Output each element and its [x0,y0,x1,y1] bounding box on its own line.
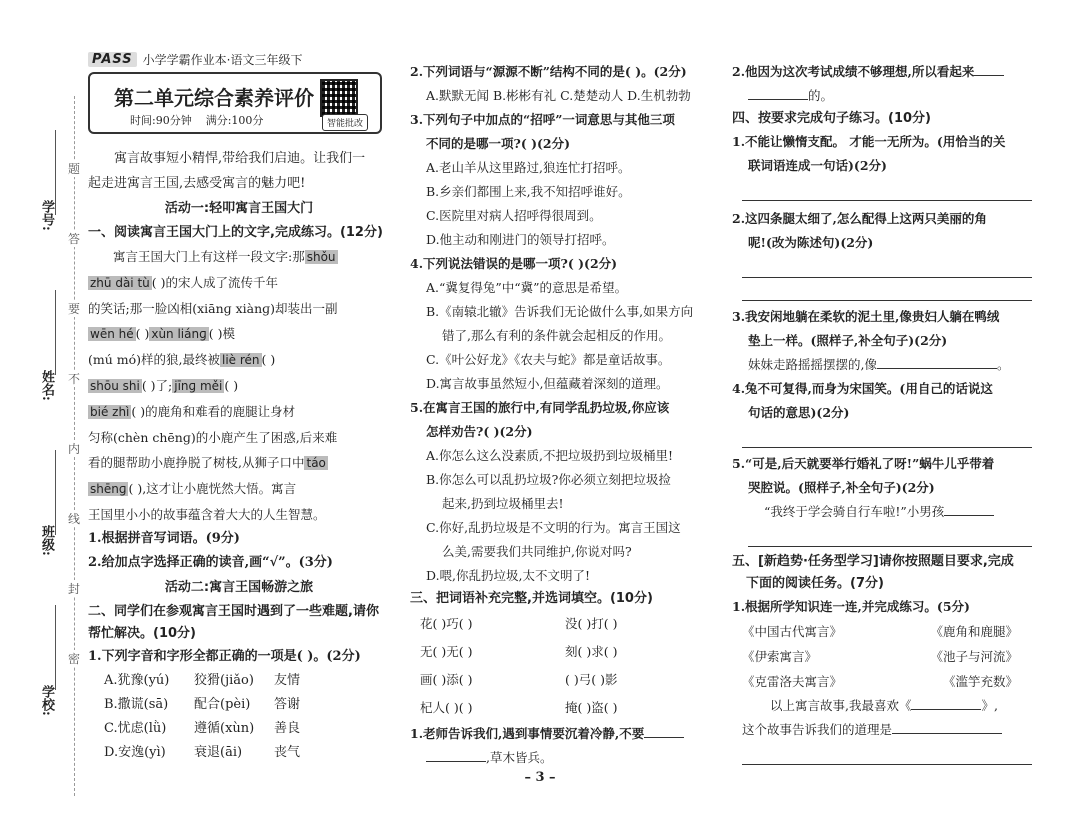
section-heading: 二、同学们在参观寓言王国时遇到了一些难题,请你帮忙解决。(10分) [88,604,379,641]
answer-line[interactable] [742,425,1032,448]
question-cont: 联词语连成一句话)(2分) [748,158,887,173]
option-text: 丧气 [274,745,301,760]
sentence-fill-cont [410,746,710,770]
idiom-blank[interactable]: 杞人( )( ) [420,700,473,715]
seal-char: 内 [68,442,81,456]
answer-line[interactable] [892,719,1002,734]
answer-line[interactable] [748,524,1032,547]
answer-line[interactable] [944,501,994,516]
seal-char: 题 [68,162,81,176]
lesson-fill [732,718,1032,742]
option-c[interactable]: C.医院里对病人招呼得很周到。 [426,208,602,223]
option-row[interactable]: A.默默无闻 B.彬彬有礼 C.楚楚动人 D.生机勃勃 [426,88,691,103]
option-d[interactable]: D.他主动和刚进门的领导打招呼。 [426,232,615,247]
qr-code-icon[interactable] [320,79,358,117]
idiom-blank[interactable]: 花( )巧( ) [420,616,473,631]
pinyin: xùn liánɡ [151,327,207,341]
question: 5.在寓言王国的旅行中,有同学乱扔垃圾,你应该 [410,400,670,415]
page-title: 第二单元综合素养评价 [114,86,314,110]
student-id-line [55,130,56,215]
class-label: 班级: [39,525,54,556]
option-c[interactable]: C.你好,乱扔垃圾是不文明的行为。寓言王国这 [426,520,681,535]
question: 2.这四条腿太细了,怎么配得上这两只美丽的角 [732,211,987,226]
passage-text: ( )的鹿角和难看的鹿腿让身材 [131,404,296,419]
question: 4.兔不可复得,而身为宋国笑。(用自己的话说这 [732,381,993,396]
match-right[interactable]: 《池子与河流》 [930,649,1018,664]
sentence-text: “我终于学会骑自行车啦!”小男孩 [764,504,945,519]
pinyin: zhū dài tù [90,276,150,290]
school-label: 学校: [39,685,54,716]
seal-char: 答 [68,232,81,246]
option-b[interactable]: B.《南辕北辙》告诉我们无论做什么事,如果方向 [426,304,694,319]
passage-text: ( )的宋人成了流传千年 [151,275,278,290]
idiom-blank[interactable]: 掩( )盗( ) [565,700,618,715]
sentence-text: ,草木皆兵。 [486,750,553,765]
smart-grading-label: 智能批改 [322,114,368,131]
option-row[interactable] [88,717,390,741]
idiom-row[interactable] [410,638,710,666]
passage-text: (mú mó)样的狼,最终被 [88,352,220,367]
answer-blank[interactable]: ( )模 [208,326,235,341]
sentence-fill [410,722,710,746]
seal-char: 要 [68,302,81,316]
passage-text: 的笑话;那一脸凶相(xiānɡ xiànɡ)却装出一副 [88,301,338,316]
answer-line[interactable] [974,61,1004,76]
option-text: 友情 [274,673,301,688]
option-b-cont: 起来,扔到垃圾桶里去! [442,496,564,511]
answer-blank[interactable]: ( ) [224,378,239,393]
answer-blank[interactable]: ( ) [135,326,150,341]
answer-line[interactable] [877,354,997,369]
idiom-blank[interactable]: 无( )无( ) [420,644,473,659]
option-text: C.忧虑(lǜ) [104,721,167,736]
sentence-text: 以上寓言故事,我最喜欢《 [770,698,912,713]
pinyin: shǒu [306,250,336,264]
answer-line[interactable] [748,85,808,100]
answer-line[interactable] [742,255,1032,278]
question-cont: 呢!(改为陈述句)(2分) [748,235,874,250]
match-row[interactable] [732,644,1032,669]
pinyin: shēnɡ [90,482,127,496]
option-text: B.撒谎(sā) [104,697,169,712]
column-2 [410,60,710,770]
pinyin: bié zhì [90,405,130,419]
sentence-text: 的。 [808,88,834,103]
option-a[interactable]: A.“冀复得兔”中“冀”的意思是希望。 [426,280,628,295]
pinyin: wēn hé [90,327,134,341]
match-left[interactable]: 《中国古代寓言》 [742,624,843,639]
question: 1.根据所学知识连一连,并完成练习。(5分) [732,599,970,614]
section-heading: 三、把词语补充完整,并选词填空。(10分) [410,591,653,606]
sentence-fill [732,60,1032,84]
match-left[interactable]: 《克雷洛夫寓言》 [742,674,843,689]
sentence-fill: 妹妹走路摇摇摆摆的,像 。 [732,353,1032,377]
option-a[interactable]: A.老山羊从这里路过,狼连忙打招呼。 [426,160,631,175]
idiom-row[interactable] [410,694,710,722]
idiom-row[interactable] [410,610,710,638]
page-number: – 3 – [524,770,556,785]
book-title: 小学学霸作业本·语文三年级下 [142,52,303,67]
question: 1.不能让懒惰支配。 才能一无所为。(用恰当的关 [732,134,1006,149]
passage-text: 王国里小小的故事蕴含着大大的人生智慧。 [88,507,326,522]
school-line [55,605,56,690]
column-3 [732,60,1032,765]
question: 1.根据拼音写词语。(9分) [88,531,240,546]
idiom-blank[interactable]: 画( )添( ) [420,672,473,687]
question: 5.“可是,后天就要举行婚礼了呀!”蜗牛儿乎带着 [732,456,995,471]
question: 3.下列句子中加点的“招呼”一词意思与其他三项 [410,112,675,127]
intro-text: 起走进寓言王国,去感受寓言的魅力吧! [88,176,306,191]
question-cont: 怎样劝告?( )(2分) [426,424,533,439]
sentence-fill-cont [732,84,1032,108]
exam-meta [130,112,263,128]
option-text: 遵循(xùn) [194,721,255,736]
brand-bar [88,50,390,68]
option-text: 狡猾(jiǎo) [194,673,254,688]
option-text: 善良 [274,721,301,736]
student-id-label: 学号: [39,200,54,231]
idiom-blank[interactable]: 刻( )求( ) [565,644,618,659]
column-1 [88,50,390,765]
section-heading: 一、阅读寓言王国大门上的文字,完成练习。(12分) [88,225,383,240]
activity-title: 活动二:寓言王国畅游之旅 [164,580,314,595]
passage-text: 寓言王国大门上有这样一段文字:那 [113,249,305,264]
favorite-fill [732,694,1032,718]
question: 2.下列词语与“源源不断”结构不同的是( )。(2分) [410,64,687,79]
time-limit: 时间:90分钟 [130,114,192,127]
passage-text: ( ),这才让小鹿恍然大悟。寓言 [128,481,297,496]
match-right[interactable]: 《鹿角和鹿腿》 [930,624,1018,639]
section-heading-cont: 下面的阅读任务。(7分) [746,576,884,591]
option-text: D.安逸(yì) [104,745,166,760]
section-heading: 五、[新趋势·任务型学习]请你按照题目要求,完成 [732,554,1014,569]
pinyin: liè rén [221,353,260,367]
answer-line[interactable] [742,178,1032,201]
name-line [55,290,56,375]
answer-blank[interactable]: ( )了; [141,378,173,393]
match-right[interactable]: 《滥竽充数》 [942,674,1018,689]
question-cont: 垫上一样。(照样子,补全句子)(2分) [748,333,948,348]
question: 2.给加点字选择正确的读音,画“√”。(3分) [88,555,333,570]
option-row[interactable] [88,693,390,717]
passage-text: 匀称(chèn chēnɡ)的小鹿产生了困惑,后来难 [88,430,338,445]
question-cont: 不同的是哪一项?( )(2分) [426,136,571,151]
match-row[interactable] [732,619,1032,644]
pinyin: shōu shi [90,379,140,393]
question-cont: 句话的意思)(2分) [748,405,850,420]
sentence-text: 》, [981,698,998,713]
option-d[interactable]: D.寓言故事虽然短小,但蕴藏着深刻的道理。 [426,376,669,391]
full-score: 满分:100分 [205,114,264,127]
sentence-fill [732,500,1032,524]
option-c[interactable]: C.《叶公好龙》《农夫与蛇》都是童话故事。 [426,352,671,367]
option-b-cont: 错了,那么有利的条件就会起相反的作用。 [442,328,671,343]
seal-char: 密 [68,652,81,666]
pass-logo: PASS [88,52,137,67]
option-text: A.犹豫(yú) [104,673,170,688]
idiom-blank[interactable]: ( )弓( )影 [565,672,618,687]
passage [88,244,390,527]
option-b[interactable]: B.乡亲们都围上来,我不知招呼谁好。 [426,184,631,199]
option-text: 配合(pèi) [194,697,251,712]
intro-text: 寓言故事短小精悍,带给我们启迪。让我们一 [114,151,366,166]
match-row[interactable] [732,669,1032,694]
seal-char: 线 [68,512,81,526]
class-line [55,450,56,535]
binding-margin [0,30,85,790]
option-a[interactable]: A.你怎么这么没素质,不把垃圾扔到垃圾桶里! [426,448,673,463]
seal-char: 封 [68,582,81,596]
option-text: 答谢 [274,697,301,712]
passage-text: 看的腿帮助小鹿挣脱了树枝,从狮子口中 [88,455,305,470]
question-cont: 哭腔说。(照样子,补全句子)(2分) [748,480,935,495]
question: 1.下列字音和字形全都正确的一项是( )。(2分) [88,649,361,664]
sentence-text: 2.他因为这次考试成绩不够理想,所以看起来 [732,64,975,79]
option-row[interactable] [88,669,390,693]
answer-line[interactable] [911,695,981,710]
option-b[interactable]: B.你怎么可以乱扔垃圾?你必须立刻把垃圾捡 [426,472,671,487]
seal-char: 不 [68,372,81,386]
option-row[interactable] [88,741,390,765]
answer-line[interactable] [644,723,684,738]
answer-blank[interactable]: ( ) [261,352,276,367]
pinyin: jīnɡ měi [174,379,223,393]
question: 4.下列说法错误的是哪一项?( )(2分) [410,256,618,271]
match-left[interactable]: 《伊索寓言》 [742,649,818,664]
name-label: 姓名: [39,370,54,401]
answer-line[interactable] [742,742,1032,765]
section-heading: 四、按要求完成句子练习。(10分) [732,111,931,126]
pinyin: táo [306,456,326,470]
sentence-text: 1.老师告诉我们,遇到事情要沉着冷静,不要 [410,726,645,741]
sentence-text: 妹妹走路摇摇摆摆的,像 [748,357,877,372]
option-c-cont: 么美,需要我们共同维护,你说对吗? [442,544,632,559]
activity-title: 活动一:轻叩寓言王国大门 [164,201,314,216]
question: 3.我安闲地躺在柔软的泥土里,像贵妇人躺在鸭绒 [732,309,1000,324]
sentence-text: 这个故事告诉我们的道理是 [742,722,893,737]
answer-line[interactable] [426,747,486,762]
option-d[interactable]: D.喂,你乱扔垃圾,太不文明了! [426,568,591,583]
title-box [88,72,382,134]
option-text: 衰退(āi) [194,745,243,760]
idiom-row[interactable] [410,666,710,694]
idiom-blank[interactable]: 没( )打( ) [565,616,618,631]
answer-line[interactable] [742,278,1032,301]
